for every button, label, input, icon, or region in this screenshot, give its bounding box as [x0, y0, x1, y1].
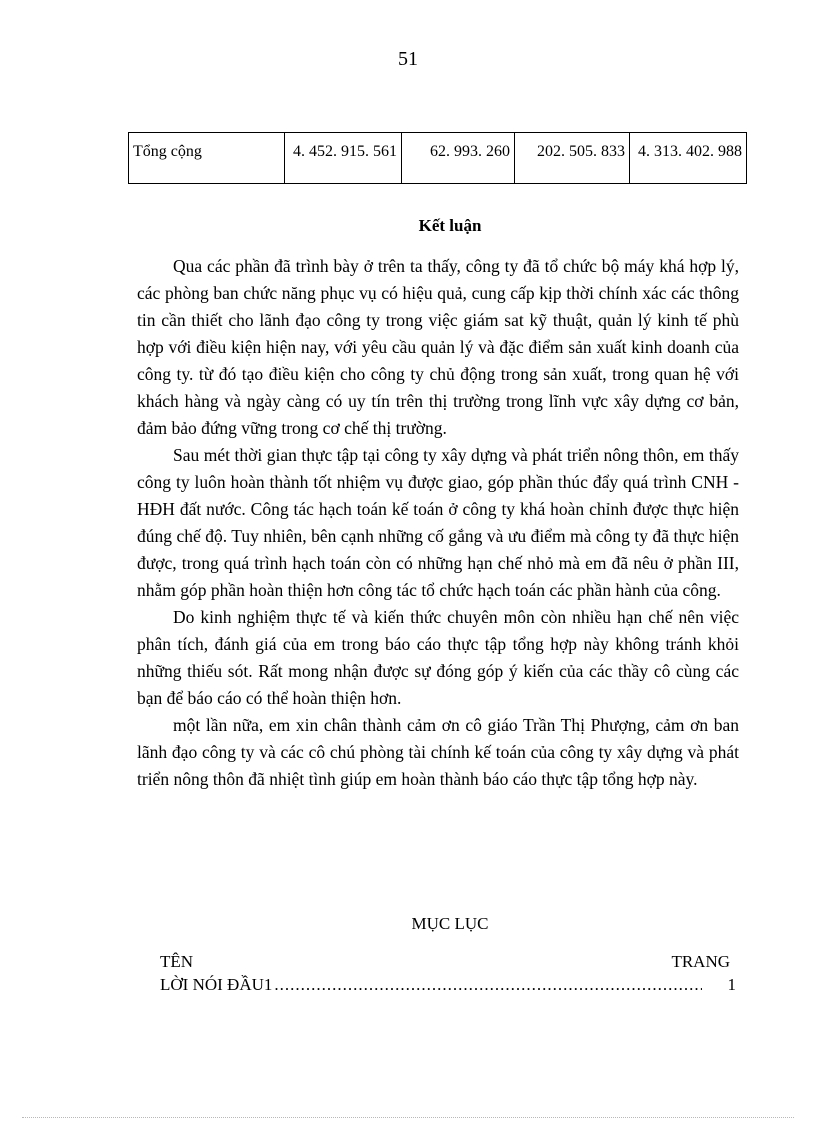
- conclusion-paragraph: Qua các phần đã trình bày ở trên ta thấy, công ty đã tổ chức bộ máy khá hợp lý, các phòng ban chức năng phục vụ có hiệu quả, cung cấp kịp thời chính xác các thông tin cần thiết cho lãnh đạo công ty trong việc giám sat kỹ thuật, quản lý kinh tế phù hợp với điều kiện hiện nay, với yêu cầu quản lý và đặc điểm sản xuất kinh doanh của công ty. từ đó tạo điều kiện cho công ty chủ động trong sản xuất, trong quan hệ với khách hàng và ngày càng có uy tín trên thị trường trong lĩnh vực xây dựng cơ bản, đảm bảo đứng vững trong cơ chế thị trường.: [137, 256, 739, 438]
- total-value-cell: 202. 505. 833: [515, 133, 630, 184]
- table-row: [129, 133, 747, 184]
- toc-entry-page: 1: [727, 975, 736, 994]
- total-value-cell: 4. 452. 915. 561: [285, 133, 402, 184]
- conclusion-paragraph: Sau mét thời gian thực tập tại công ty xây dựng và phát triển nông thôn, em thấy công ty luôn hoàn thành tốt nhiệm vụ được giao, góp phần thúc đẩy quá trình CNH - HĐH đất nước. Công tác hạch toán kế toán ở công ty khá hoàn chỉnh được thực hiện đúng chế độ. Tuy nhiên, bên cạnh những cố gắng và ưu điểm mà công ty đã thực hiện được, trong quá trình hạch toán còn có những hạn chế nhỏ mà em đã nêu ở phần III, nhằm góp phần hoàn thiện hơn công tác tổ chức hạch toán các phần hành của công.: [137, 445, 739, 600]
- toc-page-column: TRANG: [671, 952, 730, 971]
- totals-table: [128, 132, 747, 184]
- conclusion-heading: Kết luận: [418, 216, 482, 235]
- conclusion-body: [137, 253, 739, 793]
- page-number: 51: [398, 48, 418, 70]
- toc-name-column: TÊN: [160, 952, 194, 971]
- toc-leader-dots: [274, 975, 702, 995]
- toc-entry-label: LỜI NÓI ĐẦU1: [160, 975, 273, 994]
- toc-entry[interactable]: [160, 975, 736, 995]
- page-bottom-divider: [22, 1117, 794, 1118]
- conclusion-paragraph: một lần nữa, em xin chân thành cảm ơn cô giáo Trần Thị Phượng, cảm ơn ban lãnh đạo công ty và các cô chú phòng tài chính kế toán của công ty xây dựng và phát triển nông thôn đã nhiệt tình giúp em hoàn thành báo cáo thực tập tổng hợp này.: [137, 715, 739, 789]
- total-value-cell: 62. 993. 260: [402, 133, 515, 184]
- total-value-cell: 4. 313. 402. 988: [630, 133, 747, 184]
- conclusion-paragraph: Do kinh nghiệm thực tế và kiến thức chuyên môn còn nhiều hạn chế nên việc phân tích, đánh giá của em trong báo cáo thực tập tổng hợp này không tránh khỏi những thiếu sót. Rất mong nhận được sự đóng góp ý kiến của các thầy cô cùng các bạn để báo cáo có thể hoàn thiện hơn.: [137, 607, 739, 708]
- toc-heading: MỤC LỤC: [411, 914, 489, 933]
- total-label-cell: Tổng cộng: [129, 133, 285, 184]
- toc-column-header: [160, 952, 730, 972]
